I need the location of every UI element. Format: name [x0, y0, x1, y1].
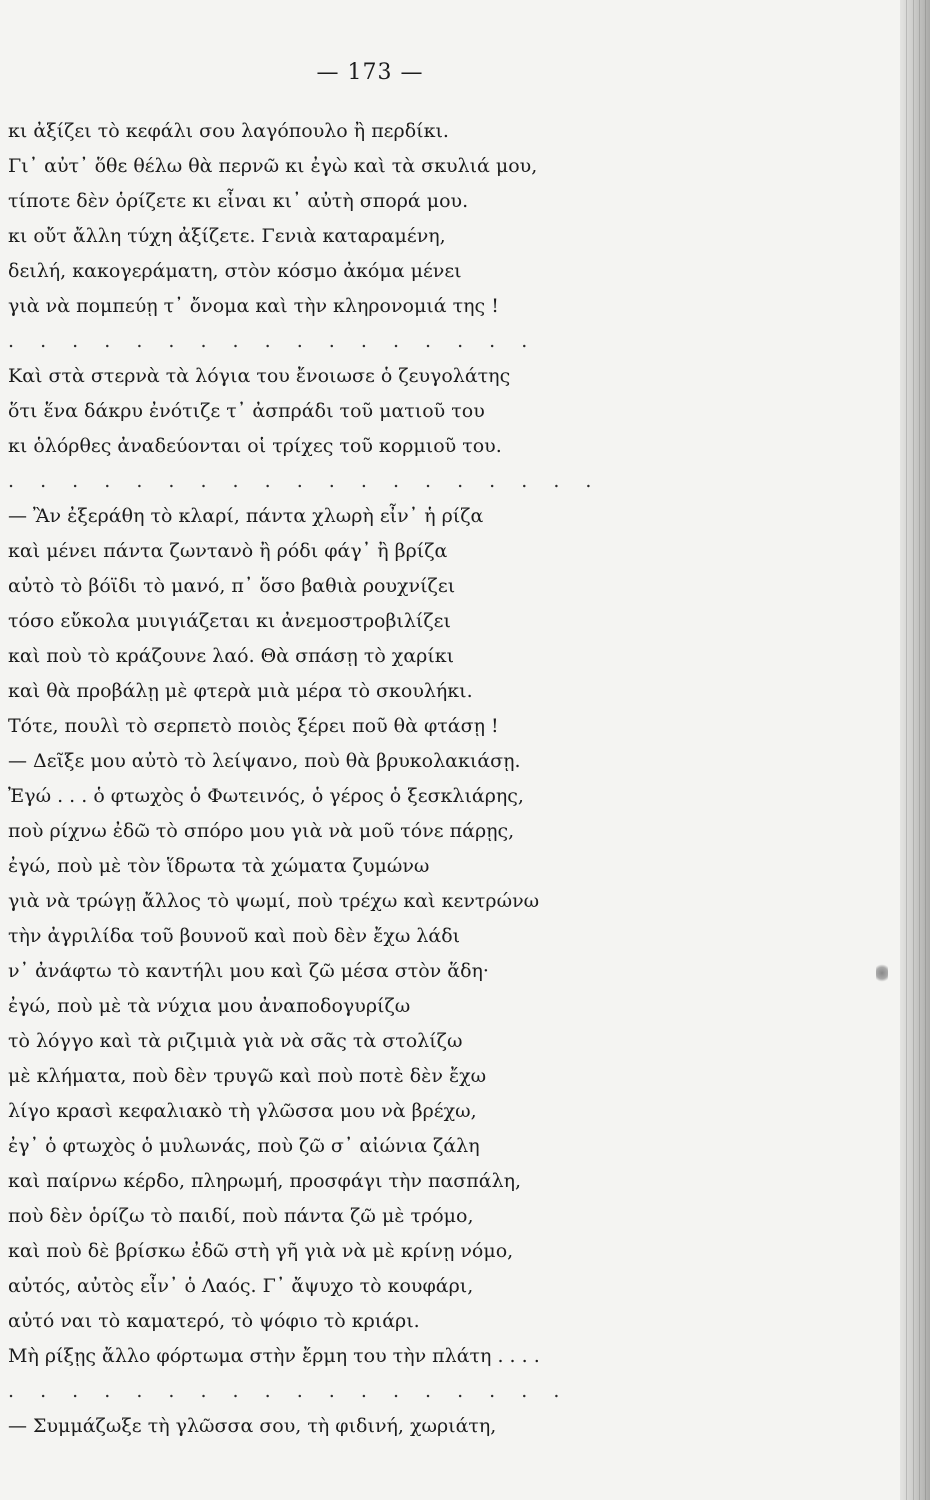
poem-line: κι οὔτ ἄλλη τύχη ἀξίζετε. Γενιὰ καταραμένη,	[8, 225, 446, 247]
poem-line: — Ἂν ἐξεράθη τὸ κλαρί, πάντα χλωρὴ εἶν᾿ ἡ ρίζα	[8, 505, 484, 527]
poem-line: — Δεῖξε μου αὐτὸ τὸ λείψανο, ποὺ θὰ βρυκολακιάσῃ.	[8, 750, 521, 772]
poem-line: καὶ ποὺ τὸ κράζουνε λαό. Θὰ σπάσῃ τὸ χαρίκι	[8, 645, 455, 667]
poem-line: λίγο κρασὶ κεφαλιακὸ τὴ γλῶσσα μου νὰ βρέχω,	[8, 1100, 477, 1122]
poem-line: μὲ κλήματα, ποὺ δὲν τρυγῶ καὶ ποὺ ποτὲ δὲν ἔχω	[8, 1065, 487, 1087]
poem-line: αὐτός, αὐτὸς εἶν᾿ ὁ Λαός. Γ᾿ ἄψυχο τὸ κουφάρι,	[8, 1275, 474, 1297]
poem-line: Γι᾿ αὐτ᾿ ὅθε θέλω θὰ περνῶ κι ἐγὼ καὶ τὰ σκυλιά μου,	[8, 155, 538, 177]
poem-line: ἐγώ, ποὺ μὲ τὸν ἵδρωτα τὰ χώματα ζυμώνω	[8, 855, 430, 877]
page-number: — 173 —	[316, 60, 424, 85]
poem-line: καὶ θὰ προβάλῃ μὲ φτερὰ μιὰ μέρα τὸ σκουλήκι.	[8, 680, 473, 702]
poem-line: τίποτε δὲν ὁρίζετε κι εἶναι κι᾿ αὐτὴ σπορά μου.	[8, 190, 469, 212]
poem-line: Μὴ ρίξῃς ἄλλο φόρτωμα στὴν ἔρμη του τὴν πλάτη . . . .	[8, 1345, 540, 1367]
poem-line: τὴν ἀγριλίδα τοῦ βουνοῦ καὶ ποὺ δὲν ἔχω λάδι	[8, 925, 461, 947]
poem-line: καὶ ποὺ δὲ βρίσκω ἐδῶ στὴ γῆ γιὰ νὰ μὲ κρίνῃ νόμο,	[8, 1240, 514, 1262]
poem-line: ν᾿ ἀνάφτω τὸ καντήλι μου καὶ ζῶ μέσα στὸν ἅδη·	[8, 960, 489, 982]
poem-line: ποὺ ρίχνω ἐδῶ τὸ σπόρο μου γιὰ νὰ μοῦ τόνε πάρῃς,	[8, 820, 515, 842]
ellipsis-separator: . . . . . . . . . . . . . . . . . . .	[8, 470, 602, 492]
poem-line: γιὰ νὰ πομπεύῃ τ᾿ ὄνομα καὶ τὴν κληρονομιά της !	[8, 295, 499, 317]
poem-line: ὅτι ἕνα δάκρυ ἐνότιζε τ᾿ ἀσπράδι τοῦ ματιοῦ του	[8, 400, 485, 422]
poem-line: κι ὁλόρθες ἀναδεύονται οἱ τρίχες τοῦ κορμιοῦ του.	[8, 435, 502, 457]
poem-line: καὶ παίρνω κέρδο, πληρωμή, προσφάγι τὴν πασπάλη,	[8, 1170, 522, 1192]
poem-line: Ἐγώ . . . ὁ φτωχὸς ὁ Φωτεινός, ὁ γέρος ὁ ξεσκλιάρης,	[8, 785, 524, 807]
ellipsis-separator: . . . . . . . . . . . . . . . . . .	[8, 1380, 570, 1402]
ellipsis-separator: . . . . . . . . . . . . . . . . .	[8, 330, 538, 352]
poem-line: — Συμμάζωξε τὴ γλῶσσα σου, τὴ φιδινή, χωριάτη,	[8, 1415, 497, 1437]
poem-line: γιὰ νὰ τρώγῃ ἄλλος τὸ ψωμί, ποὺ τρέχω καὶ κεντρώνω	[8, 890, 540, 912]
poem-line: Τότε, πουλὶ τὸ σερπετὸ ποιὸς ξέρει ποῦ θὰ φτάσῃ !	[8, 715, 499, 737]
poem-line: τόσο εὔκολα μυιγιάζεται κι ἀνεμοστροβιλίζει	[8, 610, 451, 632]
poem-line: κι ἀξίζει τὸ κεφάλι σου λαγόπουλο ἢ περδίκι.	[8, 120, 449, 142]
poem-line: τὸ λόγγο καὶ τὰ ριζιμιὰ γιὰ νὰ σᾶς τὰ στολίζω	[8, 1030, 463, 1052]
poem-line: ἐγ᾿ ὁ φτωχὸς ὁ μυλωνάς, ποὺ ζῶ σ᾿ αἰώνια ζάλη	[8, 1135, 480, 1157]
ink-stain	[876, 963, 888, 983]
poem-line: Καὶ στὰ στερνὰ τὰ λόγια του ἔνοιωσε ὁ ζευγολάτης	[8, 365, 511, 387]
poem-line: καὶ μένει πάντα ζωντανὸ ἢ ρόδι φάγ᾿ ἢ βρίζα	[8, 540, 448, 562]
poem-line: αὐτό ναι τὸ καματερό, τὸ ψόφιο τὸ κριάρι.	[8, 1310, 420, 1332]
poem-line: ποὺ δὲν ὁρίζω τὸ παιδί, ποὺ πάντα ζῶ μὲ τρόμο,	[8, 1205, 474, 1227]
poem-line: ἐγώ, ποὺ μὲ τὰ νύχια μου ἀναποδογυρίζω	[8, 995, 411, 1017]
poem-line: αὐτὸ τὸ βόϊδι τὸ μανό, π᾿ ὅσο βαθιὰ ρουχνίζει	[8, 575, 456, 597]
poem-text	[8, 114, 743, 1444]
poem-line: δειλή, κακογεράματη, στὸν κόσμο ἀκόμα μένει	[8, 260, 462, 282]
page-edge	[900, 0, 930, 1500]
